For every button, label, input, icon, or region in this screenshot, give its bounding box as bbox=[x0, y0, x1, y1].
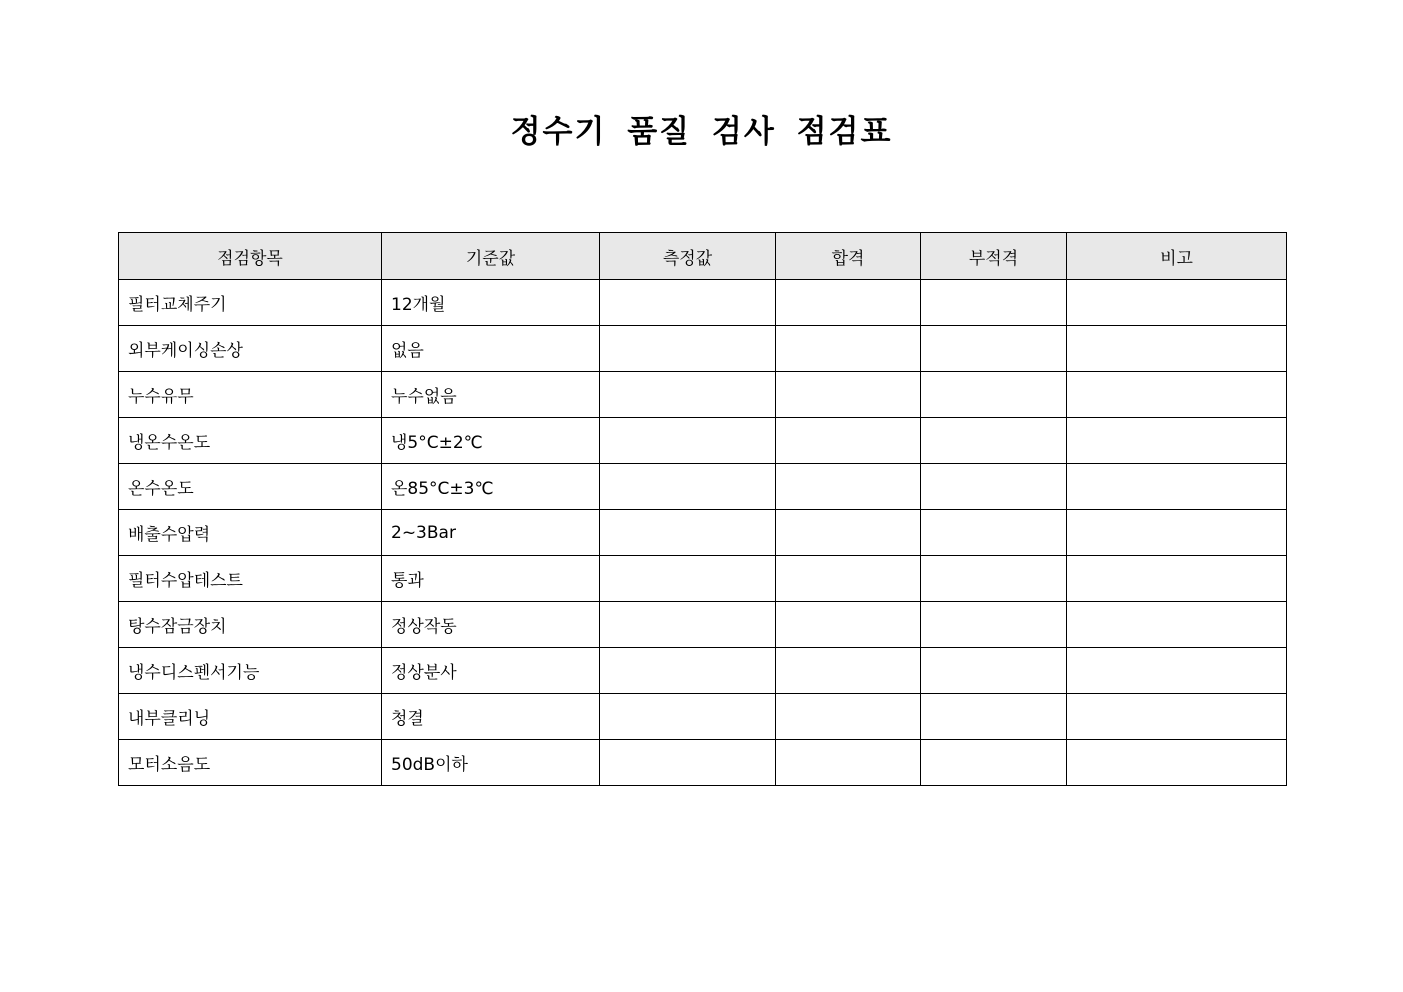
item-cell: 배출수압력 bbox=[119, 510, 382, 556]
item-cell: 필터교체주기 bbox=[119, 280, 382, 326]
item-cell: 내부클리닝 bbox=[119, 694, 382, 740]
item-cell: 누수유무 bbox=[119, 372, 382, 418]
standard-cell: 2~3Bar bbox=[382, 510, 600, 556]
inspection-table bbox=[118, 232, 1287, 786]
page-title: 정수기 품질 검사 점검표 bbox=[510, 114, 893, 150]
standard-cell: 정상분사 bbox=[382, 648, 600, 694]
fail-cell[interactable] bbox=[921, 648, 1067, 694]
measured-cell[interactable] bbox=[600, 556, 776, 602]
item-cell: 모터소음도 bbox=[119, 740, 382, 786]
standard-cell: 냉5°C±2℃ bbox=[382, 418, 600, 464]
standard-cell: 없음 bbox=[382, 326, 600, 372]
pass-cell[interactable] bbox=[776, 694, 921, 740]
standard-cell: 12개월 bbox=[382, 280, 600, 326]
remarks-cell[interactable] bbox=[1067, 280, 1287, 326]
pass-cell[interactable] bbox=[776, 556, 921, 602]
remarks-cell[interactable] bbox=[1067, 694, 1287, 740]
pass-cell[interactable] bbox=[776, 740, 921, 786]
fail-cell[interactable] bbox=[921, 556, 1067, 602]
remarks-cell[interactable] bbox=[1067, 418, 1287, 464]
remarks-cell[interactable] bbox=[1067, 556, 1287, 602]
pass-cell[interactable] bbox=[776, 326, 921, 372]
table-row bbox=[119, 694, 1287, 740]
pass-cell[interactable] bbox=[776, 280, 921, 326]
item-cell: 외부케이싱손상 bbox=[119, 326, 382, 372]
pass-cell[interactable] bbox=[776, 648, 921, 694]
header-inspection-item: 점검항목 bbox=[119, 233, 382, 280]
pass-cell[interactable] bbox=[776, 464, 921, 510]
table-row bbox=[119, 280, 1287, 326]
pass-cell[interactable] bbox=[776, 602, 921, 648]
fail-cell[interactable] bbox=[921, 510, 1067, 556]
table-row bbox=[119, 556, 1287, 602]
standard-cell: 정상작동 bbox=[382, 602, 600, 648]
pass-cell[interactable] bbox=[776, 418, 921, 464]
fail-cell[interactable] bbox=[921, 602, 1067, 648]
measured-cell[interactable] bbox=[600, 602, 776, 648]
measured-cell[interactable] bbox=[600, 740, 776, 786]
measured-cell[interactable] bbox=[600, 280, 776, 326]
item-cell: 탕수잠금장치 bbox=[119, 602, 382, 648]
fail-cell[interactable] bbox=[921, 372, 1067, 418]
table-header-row bbox=[119, 233, 1287, 280]
remarks-cell[interactable] bbox=[1067, 740, 1287, 786]
remarks-cell[interactable] bbox=[1067, 326, 1287, 372]
table-row bbox=[119, 372, 1287, 418]
table-row bbox=[119, 510, 1287, 556]
remarks-cell[interactable] bbox=[1067, 510, 1287, 556]
item-cell: 온수온도 bbox=[119, 464, 382, 510]
fail-cell[interactable] bbox=[921, 694, 1067, 740]
standard-cell: 50dB이하 bbox=[382, 740, 600, 786]
fail-cell[interactable] bbox=[921, 418, 1067, 464]
fail-cell[interactable] bbox=[921, 326, 1067, 372]
remarks-cell[interactable] bbox=[1067, 464, 1287, 510]
measured-cell[interactable] bbox=[600, 694, 776, 740]
header-fail: 부적격 bbox=[921, 233, 1067, 280]
header-pass: 합격 bbox=[776, 233, 921, 280]
fail-cell[interactable] bbox=[921, 740, 1067, 786]
measured-cell[interactable] bbox=[600, 510, 776, 556]
table-row bbox=[119, 418, 1287, 464]
item-cell: 냉온수온도 bbox=[119, 418, 382, 464]
header-remarks: 비고 bbox=[1067, 233, 1287, 280]
table-row bbox=[119, 326, 1287, 372]
measured-cell[interactable] bbox=[600, 326, 776, 372]
pass-cell[interactable] bbox=[776, 372, 921, 418]
remarks-cell[interactable] bbox=[1067, 372, 1287, 418]
table-row bbox=[119, 464, 1287, 510]
measured-cell[interactable] bbox=[600, 648, 776, 694]
table-row bbox=[119, 740, 1287, 786]
standard-cell: 통과 bbox=[382, 556, 600, 602]
standard-cell: 온85°C±3℃ bbox=[382, 464, 600, 510]
remarks-cell[interactable] bbox=[1067, 648, 1287, 694]
measured-cell[interactable] bbox=[600, 464, 776, 510]
standard-cell: 누수없음 bbox=[382, 372, 600, 418]
table-row bbox=[119, 602, 1287, 648]
measured-cell[interactable] bbox=[600, 418, 776, 464]
fail-cell[interactable] bbox=[921, 280, 1067, 326]
fail-cell[interactable] bbox=[921, 464, 1067, 510]
item-cell: 냉수디스펜서기능 bbox=[119, 648, 382, 694]
table-row bbox=[119, 648, 1287, 694]
item-cell: 필터수압테스트 bbox=[119, 556, 382, 602]
standard-cell: 청결 bbox=[382, 694, 600, 740]
remarks-cell[interactable] bbox=[1067, 602, 1287, 648]
header-measured-value: 측정값 bbox=[600, 233, 776, 280]
header-standard-value: 기준값 bbox=[382, 233, 600, 280]
pass-cell[interactable] bbox=[776, 510, 921, 556]
measured-cell[interactable] bbox=[600, 372, 776, 418]
